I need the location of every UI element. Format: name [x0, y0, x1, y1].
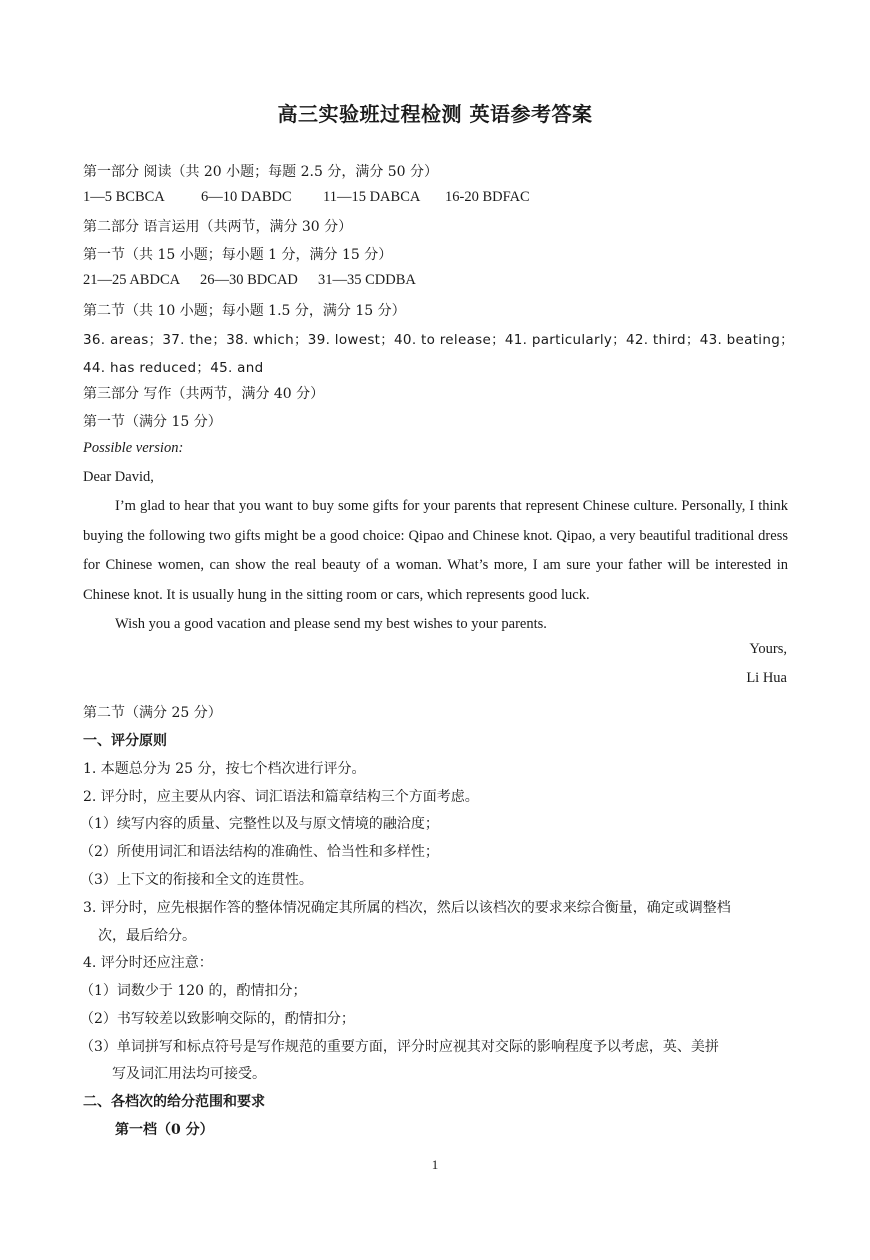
grading-item-3-line1: 3. 评分时，应先根据作答的整体情况确定其所属的档次，然后以该档次的要求来综合衡量，确定或调整档 [83, 900, 731, 916]
grading-item-2-3: （3）上下文的衔接和全文的连贯性。 [80, 872, 313, 888]
part2-heading: 第二部分 语言运用（共两节，满分 30 分） [83, 219, 353, 235]
grading-item-1: 1. 本题总分为 25 分，按七个档次进行评分。 [83, 761, 366, 777]
answer-group: 11—15 DABCA [323, 189, 421, 205]
part2-sec2-answers-line1: 36. areas；37. the；38. which；39. lowest；40. to release；41. particularly；42. third；43. beating； [83, 332, 794, 348]
letter-paragraph-2: Wish you a good vacation and please send my best wishes to your parents. [115, 616, 547, 632]
letter-greeting: Dear David, [83, 469, 154, 485]
part2-sec2-heading: 第二节（共 10 小题；每小题 1.5 分，满分 15 分） [83, 303, 406, 319]
answer-group: 16-20 BDFAC [445, 189, 530, 205]
letter-paragraph-1: I’m glad to hear that you want to buy some gifts for your parents that represent Chinese culture. Personally, I think buying the following two gifts might be a good choice: Qipao and Chinese knot. Qipao, a very beautiful traditional dress for Chinese women, can show the real beauty of a woman. What’s more, I am sure your father will be interested in Chinese knot. It is usually hung in the sitting room or cars, which represents good luck. [83, 498, 788, 603]
page-number: 1 [431, 1157, 439, 1172]
part3-sec1-heading: 第一节（满分 15 分） [83, 414, 222, 430]
grading-item-3-line2: 次，最后给分。 [98, 928, 196, 944]
grading-item-4-1: （1）词数少于 120 的，酌情扣分； [80, 983, 307, 999]
grading-item-2-1: （1）续写内容的质量、完整性以及与原文情境的融洽度； [80, 816, 439, 832]
letter-signature: Li Hua [746, 670, 787, 686]
part2-sec1-answers [83, 272, 416, 289]
part2-sec2-answers-line2: 44. has reduced；45. and [83, 360, 264, 376]
answer-group: 31—35 CDDBA [318, 272, 416, 288]
part2-sec1-heading: 第一节（共 15 小题；每小题 1 分，满分 15 分） [83, 247, 393, 263]
part1-heading: 第一部分 阅读（共 20 小题；每题 2.5 分，满分 50 分） [83, 164, 439, 180]
grading-item-4: 4. 评分时还应注意： [83, 955, 213, 971]
grading-item-4-3-line2: 写及词汇用法均可接受。 [112, 1066, 266, 1082]
grading-tier-1: 第一档（0 分） [115, 1122, 214, 1138]
grading-item-4-3-line1: （3）单词拼写和标点符号是写作规范的重要方面，评分时应视其对交际的影响程度予以考虑，英、美拼 [80, 1039, 719, 1055]
grading-item-4-2: （2）书写较差以致影响交际的，酌情扣分； [80, 1011, 355, 1027]
grading-item-2: 2. 评分时，应主要从内容、词汇语法和篇章结构三个方面考虑。 [83, 789, 479, 805]
part1-answers [83, 189, 530, 206]
answer-group: 6—10 DABDC [201, 189, 292, 205]
grading-item-2-2: （2）所使用词汇和语法结构的准确性、恰当性和多样性； [80, 844, 439, 860]
page-title: 高三实验班过程检测 英语参考答案 [277, 102, 593, 126]
answer-group: 26—30 BDCAD [200, 272, 298, 288]
part3-heading: 第三部分 写作（共两节，满分 40 分） [83, 386, 325, 402]
answer-group: 21—25 ABDCA [83, 272, 181, 288]
answer-group: 1—5 BCBCA [83, 189, 165, 205]
grading-heading-1: 一、评分原则 [83, 733, 167, 749]
letter-closing: Yours, [749, 641, 787, 657]
grading-heading-2: 二、各档次的给分范围和要求 [83, 1094, 265, 1110]
part3-sec2-heading: 第二节（满分 25 分） [83, 705, 222, 721]
possible-version-label: Possible version: [83, 440, 184, 456]
